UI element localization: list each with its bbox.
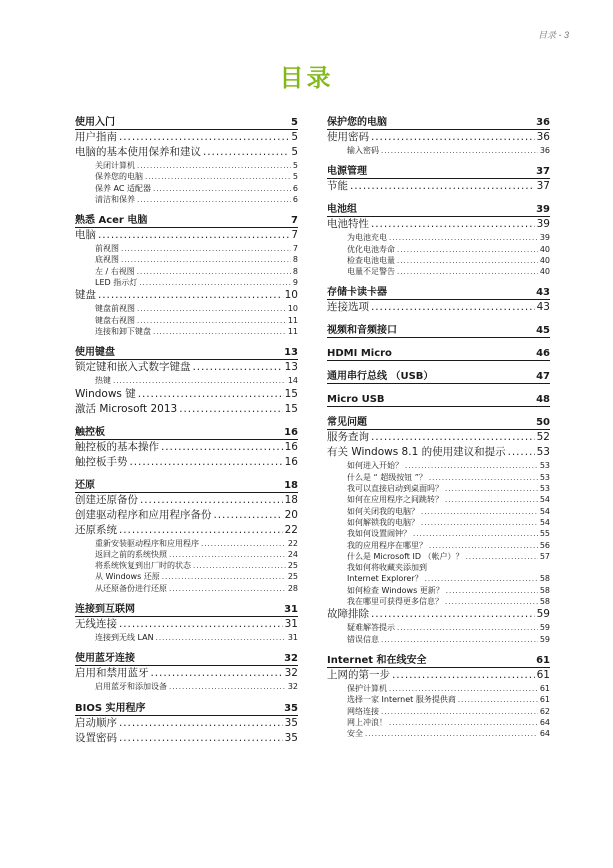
toc-entry-title: 连接和卸下键盘 [95, 326, 151, 336]
toc-page-number: 8 [292, 266, 298, 276]
toc-page-number: 40 [539, 244, 550, 254]
toc-entry-title: 电池组 [327, 204, 357, 216]
toc-entry-title: 如何检查 Windows 更新？ [347, 585, 444, 595]
toc-chapter-entry[interactable] [327, 116, 550, 130]
toc-subsection-entry[interactable] [75, 583, 298, 594]
toc-subsection-entry[interactable] [327, 472, 550, 483]
toc-entry-title: 节能 [327, 180, 348, 193]
toc-entry-title: 从 Windows 还原 [95, 572, 160, 582]
toc-page-number: 43 [536, 287, 550, 299]
toc-entry-title: 键盘右视图 [95, 315, 135, 325]
toc-page-number: 36 [536, 131, 550, 143]
toc-chapter-entry[interactable] [75, 426, 298, 440]
toc-page-number: 8 [292, 255, 298, 265]
toc-subsection-entry[interactable] [327, 622, 550, 633]
toc-chapter-entry[interactable] [75, 652, 298, 666]
toc-section-entry[interactable] [327, 130, 550, 145]
toc-entry-title: 启用蓝牙和添加设备 [95, 682, 167, 692]
toc-page-number: 56 [539, 540, 550, 550]
toc-entry-title: 连接到互联网 [75, 604, 135, 616]
toc-page-number: 6 [292, 194, 298, 204]
toc-entry-title: 保护计算机 [347, 683, 387, 693]
toc-page-number: 22 [287, 538, 298, 548]
toc-leader-dots [151, 666, 283, 681]
toc-leader-dots [392, 668, 535, 683]
toc-entry-title: 左 / 右视图 [95, 266, 135, 276]
toc-leader-dots [153, 326, 286, 338]
toc-entry-title: 激活 Microsoft 2013 [75, 402, 178, 415]
toc-leader-dots [161, 440, 283, 455]
toc-page-number: 10 [284, 289, 298, 302]
toc-entry-title: 设置密码 [75, 731, 117, 744]
toc-entry-title: 电池特性 [327, 218, 369, 231]
toc-section-entry[interactable] [75, 493, 298, 508]
toc-entry-title: 视频和音频接口 [327, 325, 397, 337]
toc-entry-title: 将系统恢复到出厂时的状态 [95, 561, 191, 571]
toc-subsection-entry[interactable] [75, 632, 298, 643]
toc-leader-dots [138, 387, 283, 402]
toc-page-number: 7 [291, 215, 298, 227]
toc-page-number: 5 [291, 131, 298, 143]
toc-page-number: 13 [284, 347, 298, 359]
toc-subsection-entry[interactable] [327, 145, 550, 156]
toc-page-number: 5 [291, 146, 298, 158]
toc-entry-title: HDMI Micro [327, 348, 392, 360]
toc-leader-dots [98, 288, 283, 303]
toc-entry-title: 触控板手势 [75, 455, 128, 468]
toc-page-number: 14 [287, 376, 298, 386]
toc-entry-title: 使用密码 [327, 131, 369, 143]
toc-page-number: 55 [539, 529, 550, 539]
toc-leader-dots [350, 179, 535, 194]
toc-page-number: 62 [539, 706, 550, 716]
toc-entry-title: 网上冲浪！ [347, 717, 387, 727]
toc-page-number: 45 [536, 325, 550, 337]
toc-page-number: 16 [284, 426, 298, 438]
toc-entry-title: 创建驱动程序和应用程序备份 [75, 508, 212, 521]
toc-entry-title: 我可以直接启动到桌面吗？ [347, 484, 443, 494]
toc-entry-title: 触控板的基本操作 [75, 440, 159, 453]
toc-entry-title: 电脑 [75, 229, 96, 242]
toc-entry-title: 热键 [95, 376, 111, 386]
toc-leader-dots [381, 634, 538, 646]
toc-chapter-entry[interactable] [327, 324, 550, 338]
toc-section-entry[interactable] [75, 288, 298, 303]
toc-entry-title: Windows 键 [75, 387, 136, 400]
toc-chapter-entry[interactable] [327, 654, 550, 668]
toc-entry-title: 疑难解答提示 [347, 623, 395, 633]
toc-page-number: 36 [536, 117, 550, 128]
toc-entry-title: 电量不足警告 [347, 267, 395, 277]
toc-page-number: 39 [536, 218, 550, 231]
toc-page-number: 35 [284, 702, 298, 714]
toc-subsection-entry[interactable] [75, 160, 298, 171]
toc-entry-title: 检查电池电量 [347, 255, 395, 265]
toc-subsection-entry[interactable] [327, 483, 550, 494]
toc-section-entry[interactable] [75, 455, 298, 470]
toc-entry-title: 使用蓝牙连接 [75, 653, 135, 665]
toc-entry-title: 用户指南 [75, 131, 117, 143]
toc-section-entry[interactable] [327, 179, 550, 194]
toc-page-number: 18 [284, 479, 298, 491]
toc-page-number: 11 [287, 326, 298, 336]
toc-section-entry[interactable] [75, 228, 298, 243]
toc-subsection-entry[interactable] [327, 694, 550, 705]
toc-subsection-entry[interactable] [327, 244, 550, 255]
toc-page-number: 43 [536, 301, 550, 314]
toc-entry-title: 我如何将收藏夹添加到 [347, 563, 427, 573]
toc-page-number: 39 [539, 233, 550, 243]
toc-entry-title: 保护您的电脑 [327, 117, 387, 128]
toc-page-number: 54 [539, 495, 550, 505]
toc-page-number: 15 [284, 387, 298, 400]
toc-leader-dots [156, 632, 286, 644]
toc-leader-dots [371, 430, 535, 445]
toc-subsection-entry[interactable] [327, 585, 550, 596]
toc-subsection-entry[interactable] [327, 528, 550, 539]
toc-entry-title: 从还原备份进行还原 [95, 583, 167, 593]
toc-entry-title: 前视图 [95, 244, 119, 254]
toc-entry-title: 我在哪里可获得更多信息？ [347, 597, 443, 607]
toc-section-entry[interactable] [75, 508, 298, 523]
toc-leader-dots [371, 607, 535, 622]
toc-entry-title: 存储卡读卡器 [327, 287, 387, 299]
toc-page-number: 13 [284, 361, 298, 374]
toc-page-number: 31 [284, 618, 298, 631]
toc-page-number: 37 [536, 180, 550, 193]
toc-chapter-entry[interactable] [327, 370, 550, 384]
toc-leader-dots [371, 217, 535, 232]
toc-leader-dots [119, 731, 283, 746]
toc-leader-dots [98, 228, 289, 243]
toc-entry-title: 清洁和保养 [95, 194, 135, 204]
toc-page-number: 31 [287, 633, 298, 643]
toc-chapter-entry[interactable] [75, 702, 298, 716]
toc-section-entry[interactable] [75, 716, 298, 731]
toc-subsection-entry[interactable] [327, 573, 550, 584]
toc-entry-title: 重新安装驱动程序和应用程序 [95, 538, 199, 548]
toc-page-number: 57 [539, 551, 550, 561]
toc-entry-title: 为电池充电 [347, 233, 387, 243]
toc-page-number: 36 [539, 146, 550, 155]
toc-leader-dots [371, 130, 535, 145]
toc-chapter-entry[interactable] [327, 203, 550, 217]
toc-page-number: 5 [291, 117, 298, 128]
toc-subsection-entry[interactable] [75, 266, 298, 277]
toc-entry-title: 什么是 Microsoft ID （帐户）？ [347, 551, 464, 561]
toc-entry-title: 错误信息 [347, 634, 379, 644]
toc-page-number: 7 [291, 229, 298, 242]
toc-subsection-entry[interactable] [75, 243, 298, 254]
toc-leader-dots [169, 583, 286, 595]
toc-page-number: 16 [284, 440, 298, 453]
toc-chapter-entry[interactable] [75, 479, 298, 493]
toc-leader-dots [508, 445, 535, 460]
page-title: 目录 [279, 64, 334, 92]
toc-page-number: 9 [292, 278, 298, 288]
toc-section-entry[interactable] [327, 668, 550, 683]
toc-chapter-entry[interactable] [75, 603, 298, 617]
toc-left-column [75, 116, 298, 746]
toc-entry-title: LED 指示灯 [95, 278, 138, 288]
toc-leader-dots [365, 728, 538, 740]
toc-entry-title: 通用串行总线 （USB） [327, 371, 434, 383]
toc-subsection-entry[interactable] [75, 571, 298, 582]
toc-page-number: 18 [284, 493, 298, 506]
toc-chapter-entry[interactable] [327, 165, 550, 179]
toc-page-number: 61 [539, 683, 550, 693]
toc-page-number: 10 [287, 304, 298, 314]
toc-page-number: 40 [539, 255, 550, 265]
toc-entry-title: 什么是 “ 超级按钮 ”？ [347, 472, 427, 482]
toc-entry-title: 服务查询 [327, 431, 369, 444]
toc-entry-title: 有关 Windows 8.1 的使用建议和提示 [327, 446, 506, 459]
toc-subsection-entry[interactable] [327, 717, 550, 728]
toc-page-number: 58 [539, 585, 550, 595]
toc-page-number: 64 [539, 729, 550, 739]
toc-chapter-entry[interactable] [327, 393, 550, 407]
toc-page-number: 59 [539, 634, 550, 644]
toc-subsection-entry[interactable] [327, 596, 550, 607]
toc-subsection-entry[interactable] [327, 706, 550, 717]
toc-subsection-entry[interactable] [75, 183, 298, 194]
toc-page-number: 59 [536, 608, 550, 621]
toc-page-number: 25 [287, 561, 298, 571]
toc-page-number: 15 [284, 402, 298, 415]
toc-chapter-entry[interactable] [75, 214, 298, 228]
toc-subsection-entry[interactable] [75, 326, 298, 337]
toc-entry-title: Internet 和在线安全 [327, 654, 427, 666]
toc-leader-dots [397, 266, 538, 278]
toc-section-entry[interactable] [75, 666, 298, 681]
toc-page-number: 35 [284, 731, 298, 744]
toc-page-number: 46 [536, 348, 550, 360]
toc-subsection-entry[interactable] [327, 551, 550, 562]
toc-page-number: 53 [539, 472, 550, 482]
toc-leader-dots [371, 300, 535, 315]
toc-chapter-entry[interactable] [75, 116, 298, 130]
toc-page-number: 53 [539, 484, 550, 494]
toc-page-number: 5 [292, 172, 298, 182]
toc-entry-title: 连接选项 [327, 301, 369, 314]
toc-subsection-entry[interactable] [327, 540, 550, 551]
toc-subsection-entry[interactable] [327, 506, 550, 517]
toc-page-number: 40 [539, 267, 550, 277]
toc-subsection-entry[interactable] [327, 683, 550, 694]
toc-subsection-entry[interactable] [75, 560, 298, 571]
toc-page-number: 50 [536, 417, 550, 429]
toc-entry-title: 选择一家 Internet 服务提供商 [347, 695, 456, 705]
toc-leader-dots [137, 194, 291, 206]
toc-page-number: 52 [536, 431, 550, 444]
toc-leader-dots [179, 402, 282, 417]
toc-entry-title: 电源管理 [327, 166, 367, 178]
toc-entry-title: 还原 [75, 479, 95, 491]
toc-page-number: 37 [536, 166, 550, 178]
toc-subsection-entry[interactable] [327, 728, 550, 739]
toc-entry-title: 安全 [347, 729, 363, 739]
toc-entry-title: 如何关闭我的电脑？ [347, 506, 419, 516]
toc-page-number: 53 [536, 446, 550, 459]
toc-entry-title: 使用入门 [75, 117, 115, 128]
toc-leader-dots [214, 508, 283, 523]
toc-section-entry[interactable] [327, 217, 550, 232]
toc-chapter-entry[interactable] [327, 347, 550, 361]
toc-chapter-entry[interactable] [327, 416, 550, 430]
toc-entry-title: 输入密码 [347, 146, 379, 155]
toc-entry-title: 上网的第一步 [327, 668, 390, 681]
toc-page-number: 24 [287, 549, 298, 559]
toc-page-number: 25 [287, 572, 298, 582]
toc-entry-title: 保养您的电脑 [95, 172, 143, 182]
toc-leader-dots [119, 716, 283, 731]
toc-page-number: 47 [536, 371, 550, 383]
toc-page-number: 53 [539, 461, 550, 471]
toc-entry-title: 优化电池寿命 [347, 244, 395, 254]
toc-entry-title: 如何在应用程序之间跳转？ [347, 495, 443, 505]
toc-entry-title: 我的应用程序在哪里？ [347, 540, 427, 550]
toc-subsection-entry[interactable] [75, 303, 298, 314]
toc-page-number: 20 [284, 508, 298, 521]
toc-subsection-entry[interactable] [75, 315, 298, 326]
toc-page-number: 61 [536, 654, 550, 666]
toc-page-number: 11 [287, 315, 298, 325]
toc-subsection-entry[interactable] [75, 538, 298, 549]
toc-entry-title: 如何解锁我的电脑？ [347, 517, 419, 527]
toc-page-number: 35 [284, 716, 298, 729]
toc-page-number: 7 [292, 244, 298, 254]
toc-section-entry[interactable] [75, 130, 298, 145]
toc-entry-title: 锁定键和嵌入式数字键盘 [75, 361, 191, 374]
toc-page-number: 32 [287, 682, 298, 692]
toc-subsection-entry[interactable] [327, 460, 550, 471]
toc-entry-title: 熟悉 Acer 电脑 [75, 215, 148, 227]
toc-entry-title: 保养 AC 适配器 [95, 183, 152, 193]
toc-subsection-entry[interactable] [75, 681, 298, 692]
toc-entry-title: 电脑的基本使用保养和建议 [75, 146, 201, 158]
toc-page-number: 39 [536, 204, 550, 216]
toc-section-entry[interactable] [327, 607, 550, 622]
toc-chapter-entry[interactable] [75, 346, 298, 360]
toc-entry-title: 键盘 [75, 289, 96, 302]
toc-entry-title: 键盘前视图 [95, 304, 135, 314]
toc-leader-dots [203, 145, 289, 160]
toc-leader-dots [169, 681, 286, 693]
toc-entry-title: 启用和禁用蓝牙 [75, 667, 149, 680]
toc-page-number: 32 [284, 667, 298, 680]
toc-page-number: 61 [539, 695, 550, 705]
toc-section-entry[interactable] [327, 430, 550, 445]
toc-page-number: 5 [292, 161, 298, 170]
toc-entry-title: 我如何设置闹钟？ [347, 529, 411, 539]
toc-entry-title: 如何进入开始？ [347, 461, 403, 471]
toc-entry-title: 还原系统 [75, 523, 117, 536]
toc-subsection-entry[interactable] [327, 255, 550, 266]
toc-subsection-entry[interactable] [327, 232, 550, 243]
toc-section-entry[interactable] [75, 523, 298, 538]
toc-entry-title: Internet Explorer？ [347, 574, 423, 584]
toc-subsection-entry[interactable] [75, 375, 298, 386]
toc-section-entry[interactable] [75, 387, 298, 402]
toc-leader-dots [130, 455, 283, 470]
toc-leader-dots [140, 493, 283, 508]
toc-entry-title: 连接到无线 LAN [95, 633, 154, 643]
toc-subsection-entry[interactable] [75, 277, 298, 288]
toc-section-entry[interactable] [75, 731, 298, 746]
toc-chapter-entry[interactable] [327, 286, 550, 300]
toc-page-number: 48 [536, 394, 550, 406]
toc-section-entry[interactable] [327, 300, 550, 315]
toc-section-entry[interactable] [75, 617, 298, 632]
toc-leader-dots [119, 130, 289, 145]
toc-subsection-entry[interactable] [75, 194, 298, 205]
toc-subsection-entry[interactable] [327, 634, 550, 645]
toc-subsection-entry[interactable] [75, 254, 298, 265]
toc-subsection-entry[interactable] [327, 494, 550, 505]
toc-subsection-entry[interactable] [327, 517, 550, 528]
toc-section-entry[interactable] [75, 145, 298, 160]
toc-right-column [327, 116, 550, 739]
toc-entry-title: 常见问题 [327, 417, 367, 429]
toc-entry-title: 创建还原备份 [75, 493, 138, 506]
toc-entry-title: 故障排除 [327, 608, 369, 621]
toc-page-number: 54 [539, 506, 550, 516]
toc-entry-title: 返回之前的系统快照 [95, 549, 167, 559]
toc-entry-title: 触控板 [75, 426, 105, 438]
toc-section-entry[interactable] [75, 402, 298, 417]
toc-entry-title: 无线连接 [75, 618, 117, 631]
toc-subsection-entry[interactable] [327, 266, 550, 277]
toc-entry-title: 启动顺序 [75, 716, 117, 729]
toc-entry-title: BIOS 实用程序 [75, 702, 146, 714]
toc-entry-title: 关闭计算机 [95, 161, 135, 170]
toc-subsection-entry[interactable] [75, 549, 298, 560]
toc-page-number: 59 [539, 623, 550, 633]
toc-entry-title: Micro USB [327, 394, 385, 406]
toc-section-entry[interactable] [75, 440, 298, 455]
toc-page-number: 54 [539, 517, 550, 527]
toc-page-number: 31 [284, 604, 298, 616]
toc-leader-dots [119, 617, 283, 632]
toc-page-number: 61 [536, 668, 550, 681]
toc-page-number: 22 [284, 523, 298, 536]
toc-leader-dots [193, 360, 283, 375]
toc-subsection-entry[interactable] [75, 171, 298, 182]
toc-leader-dots [466, 551, 538, 563]
toc-entry-title: 使用键盘 [75, 347, 115, 359]
toc-leader-dots [381, 145, 538, 157]
toc-page-number: 58 [539, 597, 550, 607]
toc-page-number: 58 [539, 574, 550, 584]
toc-page-number: 28 [287, 583, 298, 593]
toc-entry-title: 网络连接 [347, 706, 379, 716]
toc-section-entry[interactable] [75, 360, 298, 375]
toc-section-entry[interactable] [327, 445, 550, 460]
toc-page-number: 6 [292, 183, 298, 193]
toc-page-number: 32 [284, 653, 298, 665]
page-label: 目录 - 3 [537, 30, 569, 40]
toc-page-number: 64 [539, 717, 550, 727]
toc-leader-dots [119, 523, 283, 538]
toc-page-number: 16 [284, 455, 298, 468]
toc-subsection-entry[interactable] [327, 562, 550, 573]
toc-entry-title: 底视图 [95, 255, 119, 265]
